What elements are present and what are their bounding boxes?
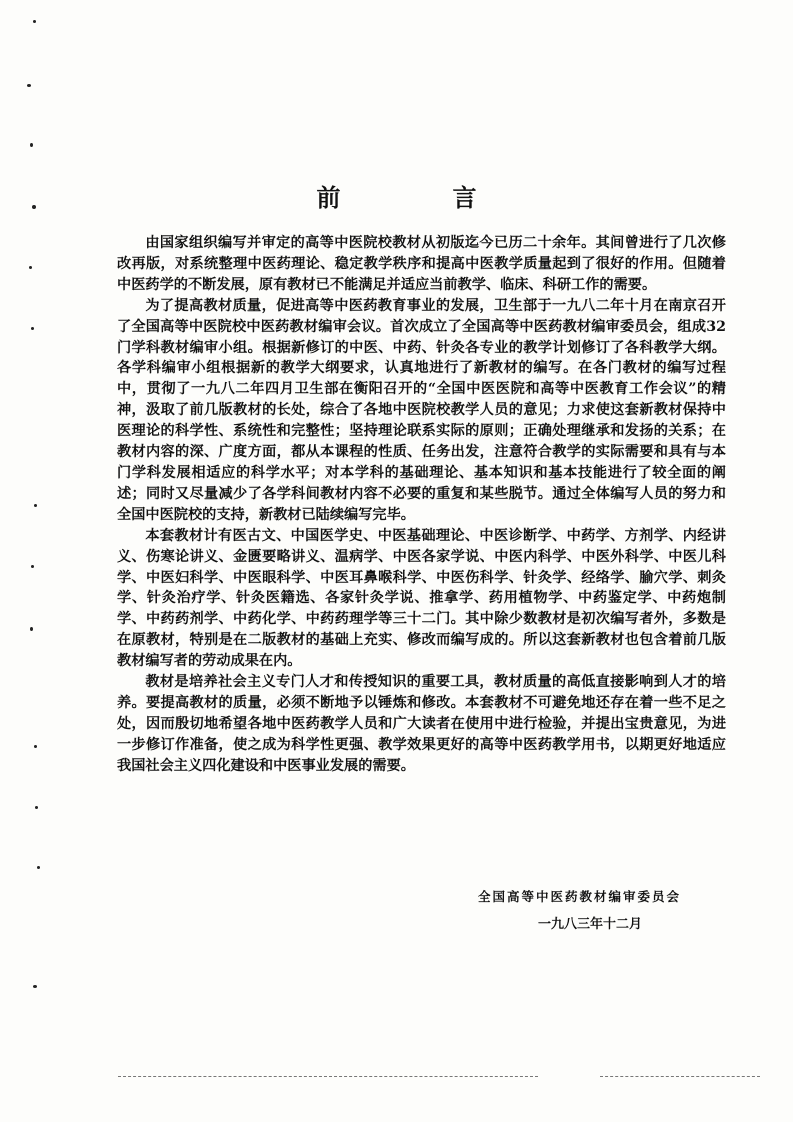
scan-speck <box>27 84 31 87</box>
scan-speck <box>30 143 33 147</box>
scan-speck <box>37 866 40 869</box>
scan-speck <box>31 565 34 568</box>
scan-speck <box>34 745 37 748</box>
scan-speck <box>33 985 37 988</box>
scan-bottom-line <box>118 1076 538 1077</box>
paragraph-3: 本套教材计有医古文、中国医学史、中医基础理论、中医诊断学、中药学、方剂学、内经讲义、伤寒论讲义、金匮要略讲义、温病学、中医各家学说、中医内科学、中医外科学、中医儿科学、中医妇科学、中医眼科学、中医耳鼻喉科学、中医伤科学、针灸学、经络学、腧穴学、刺灸学、针灸治疗学、针灸医籍选、各家针灸学说、推拿学、药用植物学、中药鉴定学、中药炮制学、中药药剂学、中药化学、中药药理学等三十二门。其中除少数教材是初次编写者外，多数是在原教材，特别是在二版教材的基础上充实、修改而编写成的。所以这套新教材也包含着前几版教材编写者的劳动成果在内。 <box>117 527 726 670</box>
scan-speck <box>29 266 32 269</box>
paragraph-4: 教材是培养社会主义专门人才和传授知识的重要工具，教材质量的高低直接影响到人才的培养。要提高教材的质量，必须不断地予以锤炼和修改。本套教材不可避免地还存在着一些不足之处，因而殷切地希望各地中医药教学人员和广大读者在使用中进行检验，并提出宝贵意见，为进一步修订作准备，使之成为科学性更强、教学效果更好的高等中医药教学用书，以期更好地适应我国社会主义四化建设和中医事业发展的需要。 <box>117 674 726 774</box>
scan-speck <box>30 627 33 631</box>
page-title: 前 言 <box>316 183 521 212</box>
paragraph-2: 为了提高教材质量，促进高等中医药教育事业的发展，卫生部于一九八二年十月在南京召开了全国高等中医院校中医药教材编审会议。首次成立了全国高等中医药教材编审委员会，组成32门学科教材编审小组。根据新修订的中医、中药、针灸各专业的教学计划修订了各科教学大纲。各学科编审小组根据新的教学大纲要求，认真地进行了新教材的编写。在各门教材的编写过程中，贯彻了一九八二年四月卫生部在衡阳召开的“全国中医医院和高等中医教育工作会议”的精神，汲取了前几版教材的长处，综合了各地中医院校教学人员的意见；力求使这套新教材保持中医理论的科学性、系统性和完整性；坚持理论联系实际的原则；正确处理继承和发扬的关系；在教材内容的深、广度方面，都从本课程的性质、任务出发，注意符合教学的实际需要和具有与本门学科发展相适应的科学水平；对本学科的基础理论、基本知识和基本技能进行了较全面的阐述；同时又尽量减少了各学科间教材内容不必要的重复和某些脱节。通过全体编写人员的努力和全国中医院校的支持，新教材已陆续编写完毕。 <box>117 297 726 523</box>
signature-date: 一九八三年十二月 <box>538 917 643 932</box>
scan-speck <box>35 806 38 809</box>
scan-speck <box>33 20 36 23</box>
scan-speck <box>32 205 36 209</box>
paragraph-1: 由国家组织编写并审定的高等中医院校教材从初版迄今已历二十余年。其间曾进行了几次修改再版，对系统整理中医药理论、稳定教学秩序和提高中医教学质量起到了很好的作用。但随着中医药学的不断发展，原有教材已不能满足并适应当前教学、临床、科研工作的需要。 <box>117 235 726 293</box>
signature: 全国高等中医药教材编审委员会 <box>478 889 682 904</box>
scan-bottom-line <box>600 1076 760 1077</box>
document-body <box>117 233 726 777</box>
scan-speck <box>34 504 37 507</box>
scan-speck <box>31 327 34 330</box>
